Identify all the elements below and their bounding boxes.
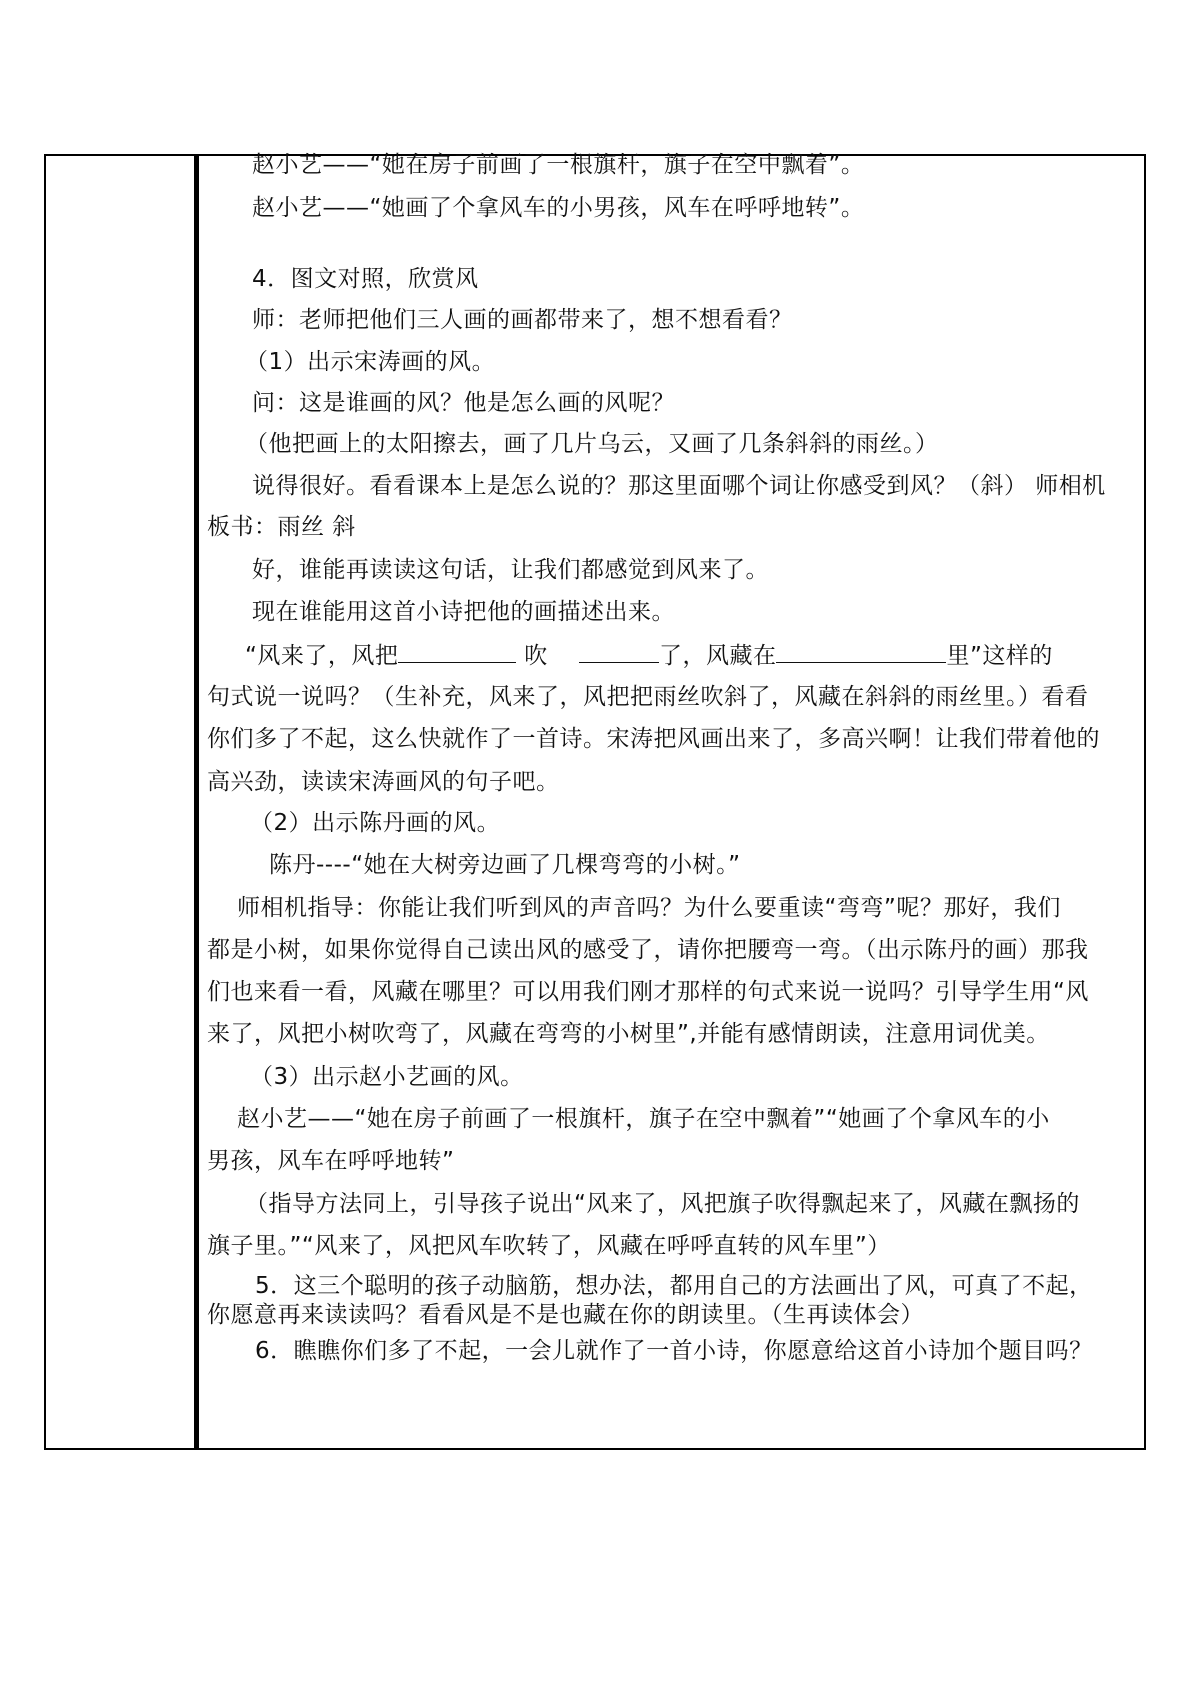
paragraph: 旗子里。”“风来了，风把风车吹转了，风藏在呼呼直转的风车里”） xyxy=(207,1233,891,1259)
paragraph: 你愿意再来读读吗？看看风是不是也藏在你的朗读里。（生再读体会） xyxy=(207,1302,924,1328)
paragraph: 句式说一说吗？（生补充，风来了，风把把雨丝吹斜了，风藏在斜斜的雨丝里。）看看 xyxy=(207,684,1089,710)
blank-line xyxy=(776,640,946,663)
paragraph: 来了，风把小树吹弯了，风藏在弯弯的小树里”,并能有感情朗读，注意用词优美。 xyxy=(207,1021,1050,1047)
paragraph: （他把画上的太阳擦去，画了几片乌云，又画了几条斜斜的雨丝。） xyxy=(245,431,939,457)
paragraph: 们也来看一看，风藏在哪里？可以用我们刚才那样的句式来说一说吗？引导学生用“风 xyxy=(207,979,1089,1005)
paragraph: 赵小艺——“她画了个拿风车的小男孩，风车在呼呼地转”。 xyxy=(252,195,865,221)
paragraph: 师：老师把他们三人画的画都带来了，想不想看看？ xyxy=(252,307,793,333)
blank-line xyxy=(579,640,659,663)
paragraph: 陈丹----“她在大树旁边画了几棵弯弯的小树。” xyxy=(269,852,741,878)
fill-blank-part: 了，风藏在 xyxy=(658,643,777,669)
paragraph: 赵小艺——“她在房子前画了一根旗杆，旗子在空中飘着”。 xyxy=(252,152,865,178)
sub-heading: （1）出示宋涛画的风。 xyxy=(245,349,496,375)
paragraph: 问：这是谁画的风？他是怎么画的风呢？ xyxy=(252,390,675,416)
table-left-column xyxy=(46,156,196,1448)
fill-blank-part: 吹 xyxy=(524,643,548,669)
paragraph: 板书：雨丝 斜 xyxy=(207,514,356,540)
fill-blank-part: “风来了，风把 xyxy=(245,643,399,669)
paragraph: 6．瞧瞧你们多了不起，一会儿就作了一首小诗，你愿意给这首小诗加个题目吗？ xyxy=(255,1338,1093,1364)
fill-blank-sentence xyxy=(207,640,1175,671)
paragraph: （指导方法同上，引导孩子说出“风来了，风把旗子吹得飘起来了，风藏在飘扬的 xyxy=(245,1191,1080,1217)
paragraph: 好，谁能再读读这句话，让我们都感觉到风来了。 xyxy=(252,557,769,583)
sub-heading: （2）出示陈丹画的风。 xyxy=(250,810,501,836)
paragraph: 师相机指导：你能让我们听到风的声音吗？为什么要重读“弯弯”呢？那好，我们 xyxy=(237,895,1061,921)
lesson-table xyxy=(44,154,1146,1450)
paragraph: 高兴劲，读读宋涛画风的句子吧。 xyxy=(207,769,560,795)
blank-line xyxy=(398,640,516,663)
fill-blank-part: 里”这样的 xyxy=(946,643,1053,669)
lesson-content xyxy=(207,152,1137,1448)
sub-heading: （3）出示赵小艺画的风。 xyxy=(250,1064,524,1090)
paragraph: 男孩，风车在呼呼地转” xyxy=(207,1148,455,1174)
column-divider xyxy=(196,156,199,1448)
paragraph: 赵小艺——“她在房子前画了一根旗杆，旗子在空中飘着”“她画了个拿风车的小 xyxy=(237,1106,1050,1132)
paragraph: 5．这三个聪明的孩子动脑筋，想办法，都用自己的方法画出了风，可真了不起， xyxy=(255,1273,1093,1299)
paragraph: 都是小树，如果你觉得自己读出风的感受了，请你把腰弯一弯。（出示陈丹的画）那我 xyxy=(207,937,1089,963)
paragraph: 你们多了不起，这么快就作了一首诗。宋涛把风画出来了，多高兴啊！让我们带着他的 xyxy=(207,726,1100,752)
paragraph: 说得很好。看看课本上是怎么说的？那这里面哪个词让你感受到风？（斜） 师相机 xyxy=(252,473,1106,499)
paragraph: 现在谁能用这首小诗把他的画描述出来。 xyxy=(252,599,675,625)
section-heading: 4．图文对照，欣赏风 xyxy=(252,266,479,292)
